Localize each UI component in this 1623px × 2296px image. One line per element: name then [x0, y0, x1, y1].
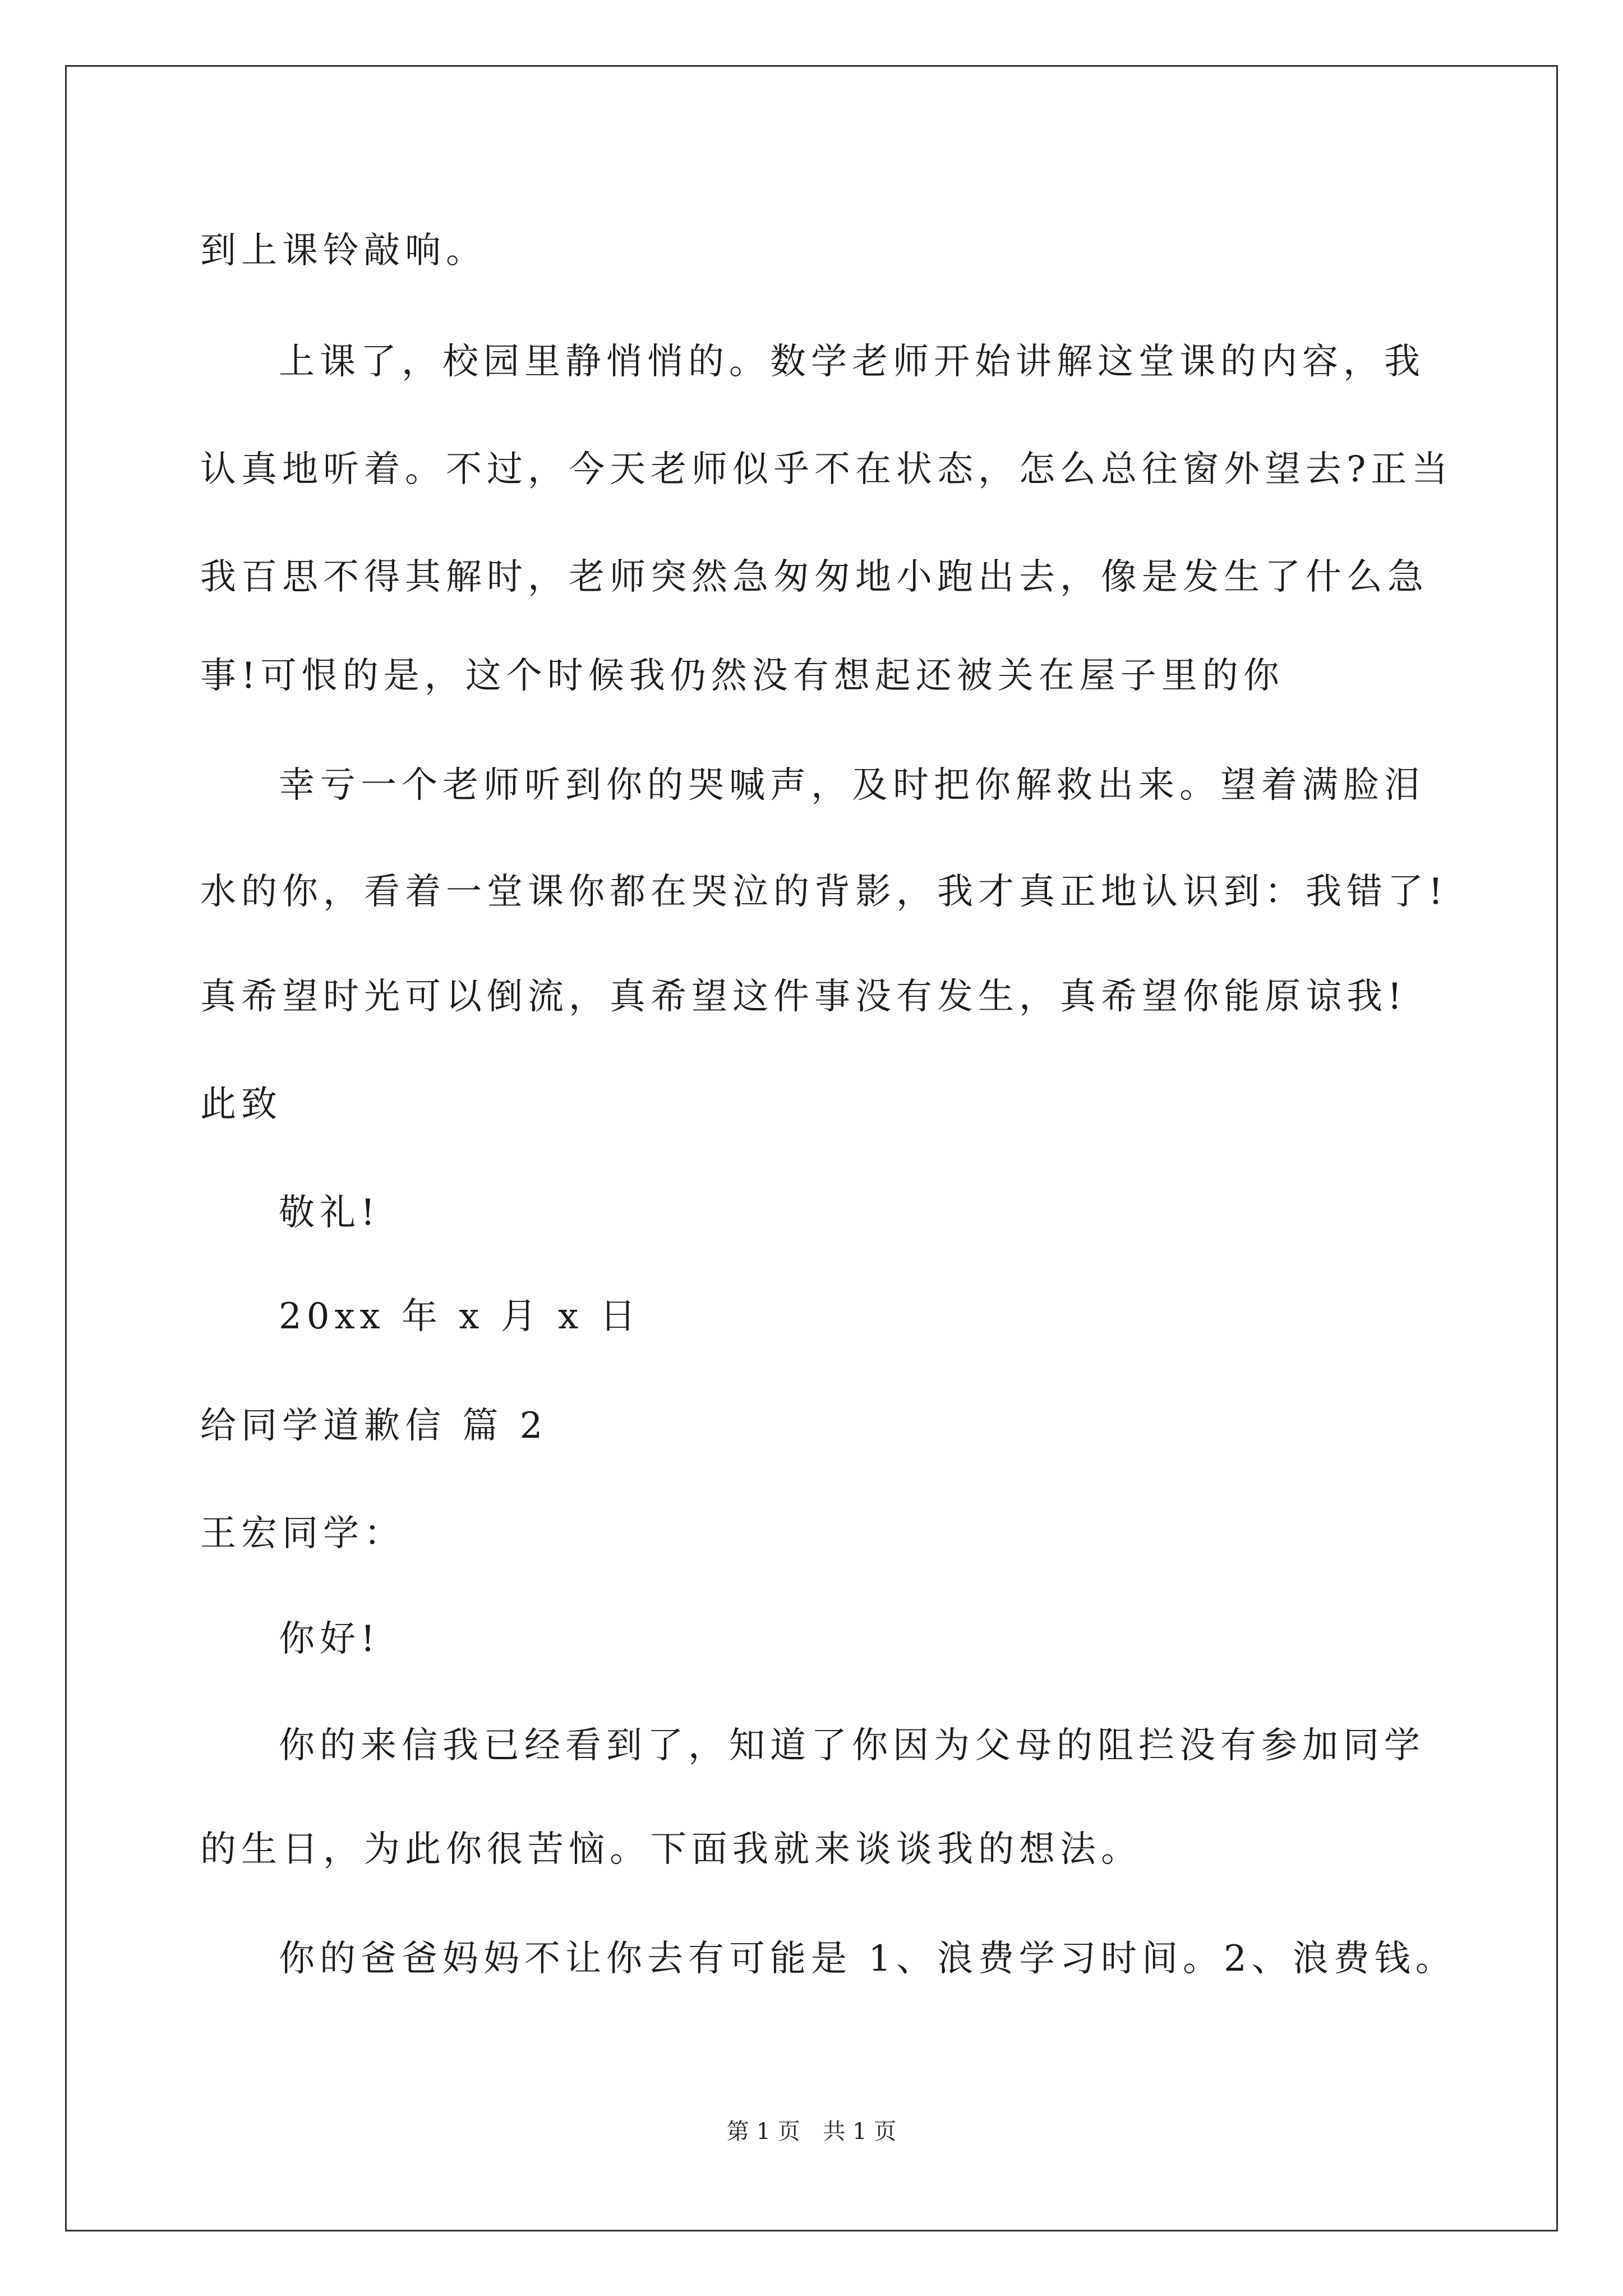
text-line-17: 你的爸爸妈妈不让你去有可能是 1、浪费学习时间。2、浪费钱。 — [279, 1938, 1456, 1980]
text-line-8: 真希望时光可以倒流，真希望这件事没有发生，真希望你能原谅我! — [200, 976, 1407, 1018]
text-line-6: 幸亏一个老师听到你的哭喊声，及时把你解救出来。望着满脸泪 — [279, 765, 1425, 806]
hello-line: 你好! — [279, 1618, 380, 1660]
page-footer — [0, 2120, 1623, 2143]
recipient-greeting: 王宏同学： — [200, 1513, 405, 1554]
text-line-15: 你的来信我已经看到了，知道了你因为父母的阻拦没有参加同学 — [279, 1725, 1425, 1766]
text-line-5: 事!可恨的是，这个时候我仍然没有想起还被关在屋子里的你 — [200, 655, 1284, 697]
text-line-2: 上课了，校园里静悄悄的。数学老师开始讲解这堂课的内容，我 — [279, 341, 1425, 383]
letter-date: 20xx 年 x 月 x 日 — [279, 1296, 641, 1337]
page-border — [65, 65, 1558, 2231]
page-number-current: 第 1 页 — [726, 2119, 800, 2145]
text-line-4: 我百思不得其解时，老师突然急匆匆地小跑出去，像是发生了什么急 — [200, 556, 1428, 598]
text-line-1: 到上课铃敲响。 — [200, 230, 487, 272]
page-number-total: 共 1 页 — [823, 2119, 897, 2145]
text-line-16: 的生日，为此你很苦恼。下面我就来谈谈我的想法。 — [200, 1829, 1142, 1870]
text-line-7: 水的你，看着一堂课你都在哭泣的背影，我才真正地认识到：我错了! — [200, 871, 1448, 913]
salutation-closing: 此致 — [200, 1084, 282, 1125]
text-line-3: 认真地听着。不过，今天老师似乎不在状态，怎么总往窗外望去?正当 — [200, 449, 1453, 490]
section-heading: 给同学道歉信 篇 2 — [200, 1405, 548, 1447]
salutation-respect: 敬礼! — [279, 1192, 380, 1234]
